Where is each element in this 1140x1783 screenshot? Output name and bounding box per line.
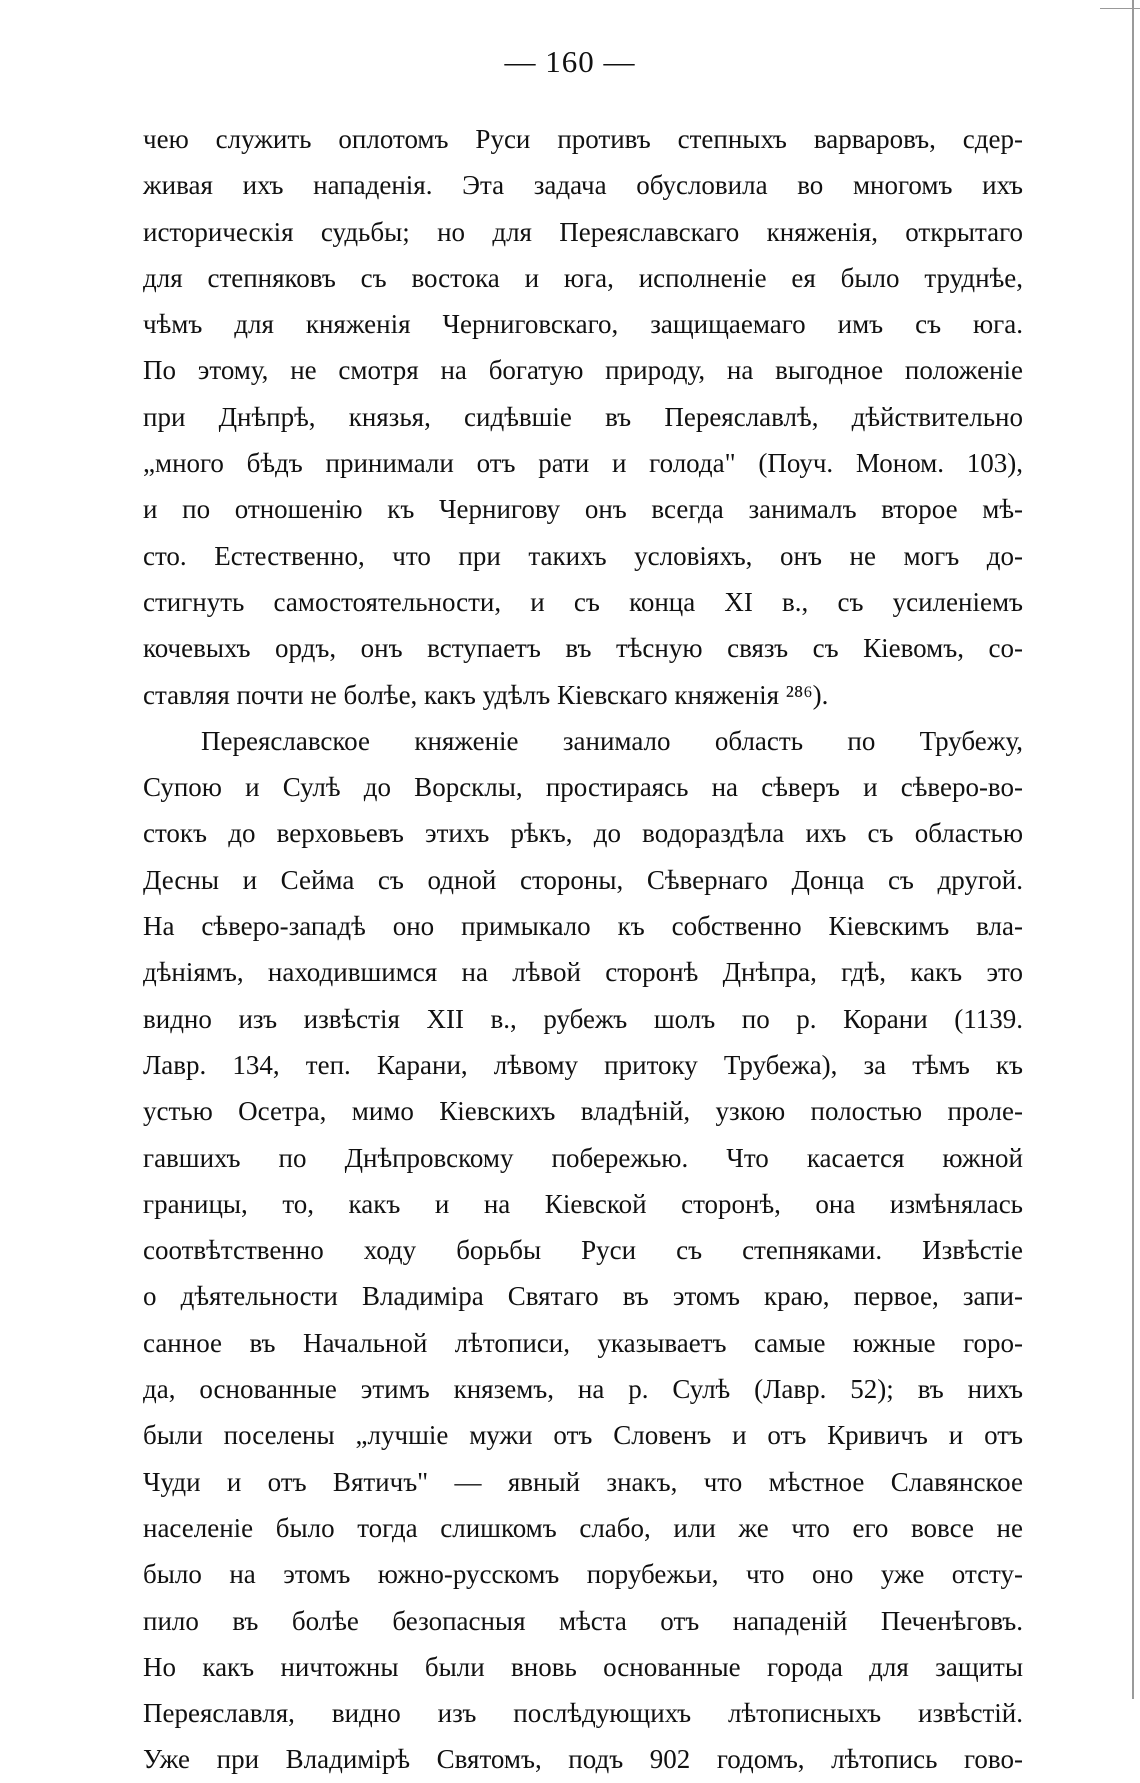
text-line: при Днѣпрѣ, князья, сидѣвшіе въ Переяславлѣ, дѣйствительно (143, 401, 1023, 432)
text-line: да, основанные этимъ княземъ, на р. Сулѣ (Лавр. 52); въ нихъ (143, 1374, 1023, 1405)
text-line: границы, то, какъ и на Кіевской сторонѣ, она измѣнялась (143, 1188, 1023, 1219)
text-line: По этому, не смотря на богатую природу, на выгодное положеніе (143, 355, 1023, 386)
text-line: Супою и Сулѣ до Ворсклы, простираясь на сѣверъ и сѣверо-во- (143, 772, 1023, 803)
text-line: соотвѣтственно ходу борьбы Руси съ степняками. Извѣстіе (143, 1235, 1023, 1266)
text-line: о дѣятельности Владиміра Святаго въ этомъ краю, первое, запи- (143, 1281, 1023, 1312)
text-line: чѣмъ для княженія Черниговскаго, защищаемаго имъ съ юга. (143, 309, 1023, 340)
text-line: были поселены „лучшіе мужи отъ Словенъ и отъ Кривичъ и отъ (143, 1420, 1023, 1451)
text-line: ставляя почти не болѣе, какъ удѣлъ Кіевскаго княженія ²⁸⁶). (143, 679, 829, 710)
body-text (143, 116, 1023, 1783)
text-line: санное въ Начальной лѣтописи, указываетъ самые южные горо- (143, 1327, 1023, 1358)
text-line: для степняковъ съ востока и юга, исполненіе ея было труднѣе, (143, 262, 1023, 293)
text-line: видно изъ извѣстія XII в., рубежъ шолъ по р. Корани (1139. (143, 1003, 1023, 1034)
text-line: Но какъ ничтожны были вновь основанные города для защиты (143, 1651, 1023, 1682)
text-line: Десны и Сейма съ одной стороны, Сѣвернаго Донца съ другой. (143, 864, 1023, 895)
text-line-paragraph-start: Переяславское княженіе занимало область по Трубежу, (201, 725, 1023, 756)
text-line: сто. Естественно, что при такихъ условіяхъ, онъ не могъ до- (143, 540, 1023, 571)
scan-edge-line (1132, 0, 1134, 1699)
text-line: кочевыхъ ордъ, онъ вступаетъ въ тѣсную связъ съ Кіевомъ, со- (143, 633, 1023, 664)
scan-edge-rule (1100, 8, 1140, 9)
text-line: стигнуть самостоятельности, и съ конца XI в., съ усиленіемъ (143, 586, 1023, 617)
text-line: пило въ болѣе безопасныя мѣста отъ нападеній Печенѣговъ. (143, 1605, 1023, 1636)
page-number: — 160 — (504, 44, 636, 79)
text-line: Уже при Владимірѣ Святомъ, подъ 902 годомъ, лѣтопись гово- (143, 1744, 1023, 1775)
text-line: устью Осетра, мимо Кіевскихъ владѣній, узкою полостью проле- (143, 1096, 1023, 1127)
text-line: Лавр. 134, теп. Карани, лѣвому притоку Трубежа), за тѣмъ къ (143, 1049, 1023, 1080)
text-line: Переяславля, видно изъ послѣдующихъ лѣтописныхъ извѣстій. (143, 1698, 1023, 1729)
text-line: стокъ до верховьевъ этихъ рѣкъ, до водораздѣла ихъ съ областью (143, 818, 1023, 849)
text-line: гавшихъ по Днѣпровскому побережью. Что касается южной (143, 1142, 1023, 1173)
text-line: „много бѣдъ принимали отъ рати и голода" (Поуч. Моном. 103), (143, 448, 1023, 479)
text-line: Чуди и отъ Вятичъ" — явный знакъ, что мѣстное Славянское (143, 1466, 1023, 1497)
text-line: и по отношенію къ Чернигову онъ всегда занималъ второе мѣ- (143, 494, 1023, 525)
text-line: дѣніямъ, находившимся на лѣвой сторонѣ Днѣпра, гдѣ, какъ это (143, 957, 1023, 988)
text-line: На сѣверо-западѣ оно примыкало къ собственно Кіевскимъ вла- (143, 911, 1023, 942)
text-line: живая ихъ нападенія. Эта задача обусловила во многомъ ихъ (143, 170, 1023, 201)
text-line: было на этомъ южно-русскомъ порубежьи, что оно уже отсту- (143, 1559, 1023, 1590)
text-line: чею служить оплотомъ Руси противъ степныхъ варваровъ, сдер- (143, 124, 1023, 154)
text-line: историческія судьбы; но для Переяславскаго княженія, открытаго (143, 216, 1023, 247)
text-line: населеніе было тогда слишкомъ слабо, или же что его вовсе не (143, 1512, 1023, 1543)
